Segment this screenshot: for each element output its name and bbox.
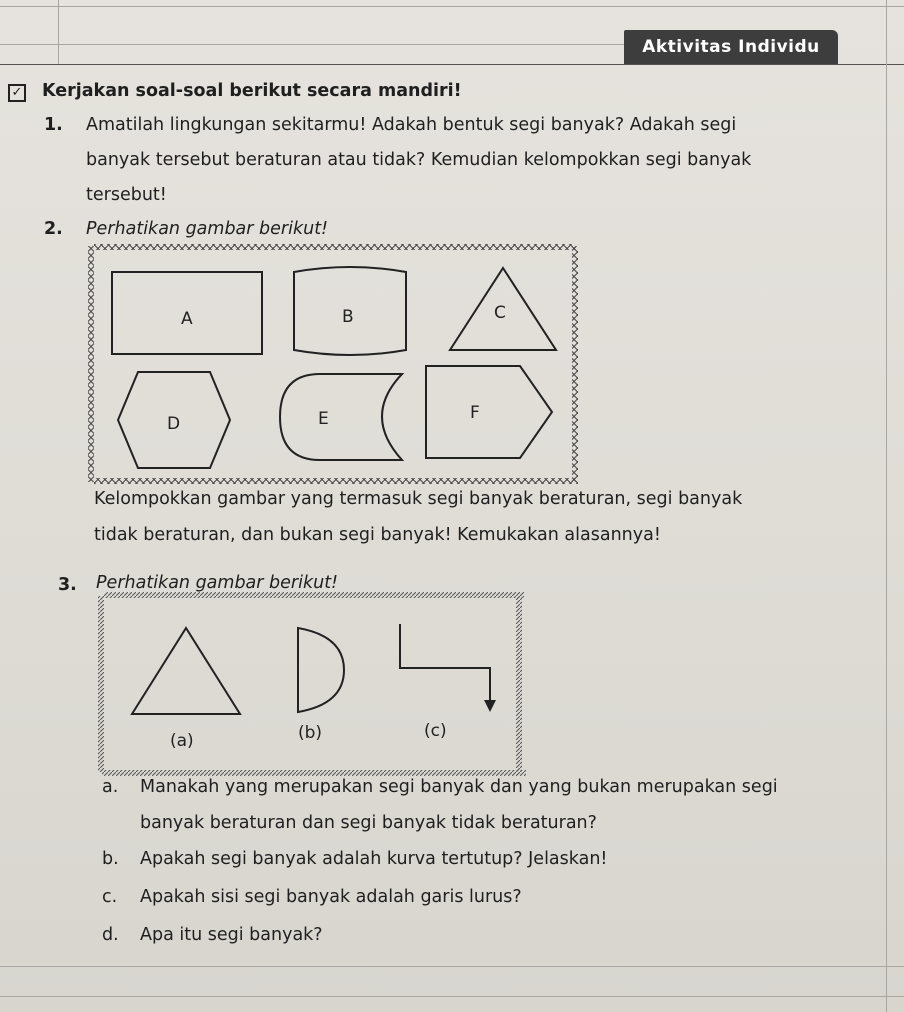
q2-number: 2.	[44, 219, 63, 239]
border-left	[88, 246, 94, 482]
q3d-line-1: Apa itu segi banyak?	[140, 925, 323, 945]
figure-b-d-shape	[298, 628, 344, 712]
q3-number: 3.	[58, 575, 77, 595]
q3b-line-1: Apakah segi banyak adalah kurva tertutup? Jelaskan!	[140, 849, 608, 869]
shape-e-curved	[280, 374, 402, 460]
figure-label-a: (a)	[170, 731, 194, 751]
border-top	[94, 244, 576, 250]
label-f: F	[470, 403, 480, 423]
q3b-letter: b.	[102, 849, 119, 869]
label-e: E	[318, 409, 329, 429]
q1-line-3: tersebut!	[86, 185, 167, 205]
figure-c-open-path	[400, 624, 490, 706]
q3a-line-2: banyak beraturan dan segi banyak tidak beraturan?	[140, 813, 597, 833]
q1-line-1: Amatilah lingkungan sekitarmu! Adakah bentuk segi banyak? Adakah segi	[86, 115, 737, 135]
checkbox-icon: ✓	[8, 84, 26, 102]
q3a-line-1: Manakah yang merupakan segi banyak dan yang bukan merupakan segi	[140, 777, 778, 797]
border-right	[572, 246, 578, 482]
arrow-down-icon	[484, 700, 496, 712]
q3c-line-1: Apakah sisi segi banyak adalah garis lurus?	[140, 887, 522, 907]
q3-prompt: Perhatikan gambar berikut!	[96, 573, 339, 593]
figure-a-triangle	[132, 628, 240, 714]
q3c-letter: c.	[102, 887, 118, 907]
label-d: D	[167, 414, 181, 434]
q2-prompt: Perhatikan gambar berikut!	[86, 219, 329, 239]
shape-f-pentagon	[426, 366, 552, 458]
q2-line-2: tidak beraturan, dan bukan segi banyak! Kemukakan alasannya!	[94, 525, 661, 545]
label-c: C	[494, 303, 506, 323]
q3d-letter: d.	[102, 925, 119, 945]
q3-border-right	[516, 596, 522, 772]
q2-line-1: Kelompokkan gambar yang termasuk segi banyak beraturan, segi banyak	[94, 489, 743, 509]
q1-line-2: banyak tersebut beraturan atau tidak? Kemudian kelompokkan segi banyak	[86, 150, 752, 170]
figure-label-b: (b)	[298, 723, 323, 743]
instruction-text: Kerjakan soal-soal berikut secara mandiri!	[42, 81, 462, 101]
q3-border-left	[98, 596, 104, 772]
figure-label-c: (c)	[424, 721, 447, 741]
label-a: A	[181, 309, 193, 329]
q1-number: 1.	[44, 115, 63, 135]
label-b: B	[342, 307, 354, 327]
q3a-letter: a.	[102, 777, 119, 797]
activity-header: Aktivitas Individu	[624, 30, 838, 64]
